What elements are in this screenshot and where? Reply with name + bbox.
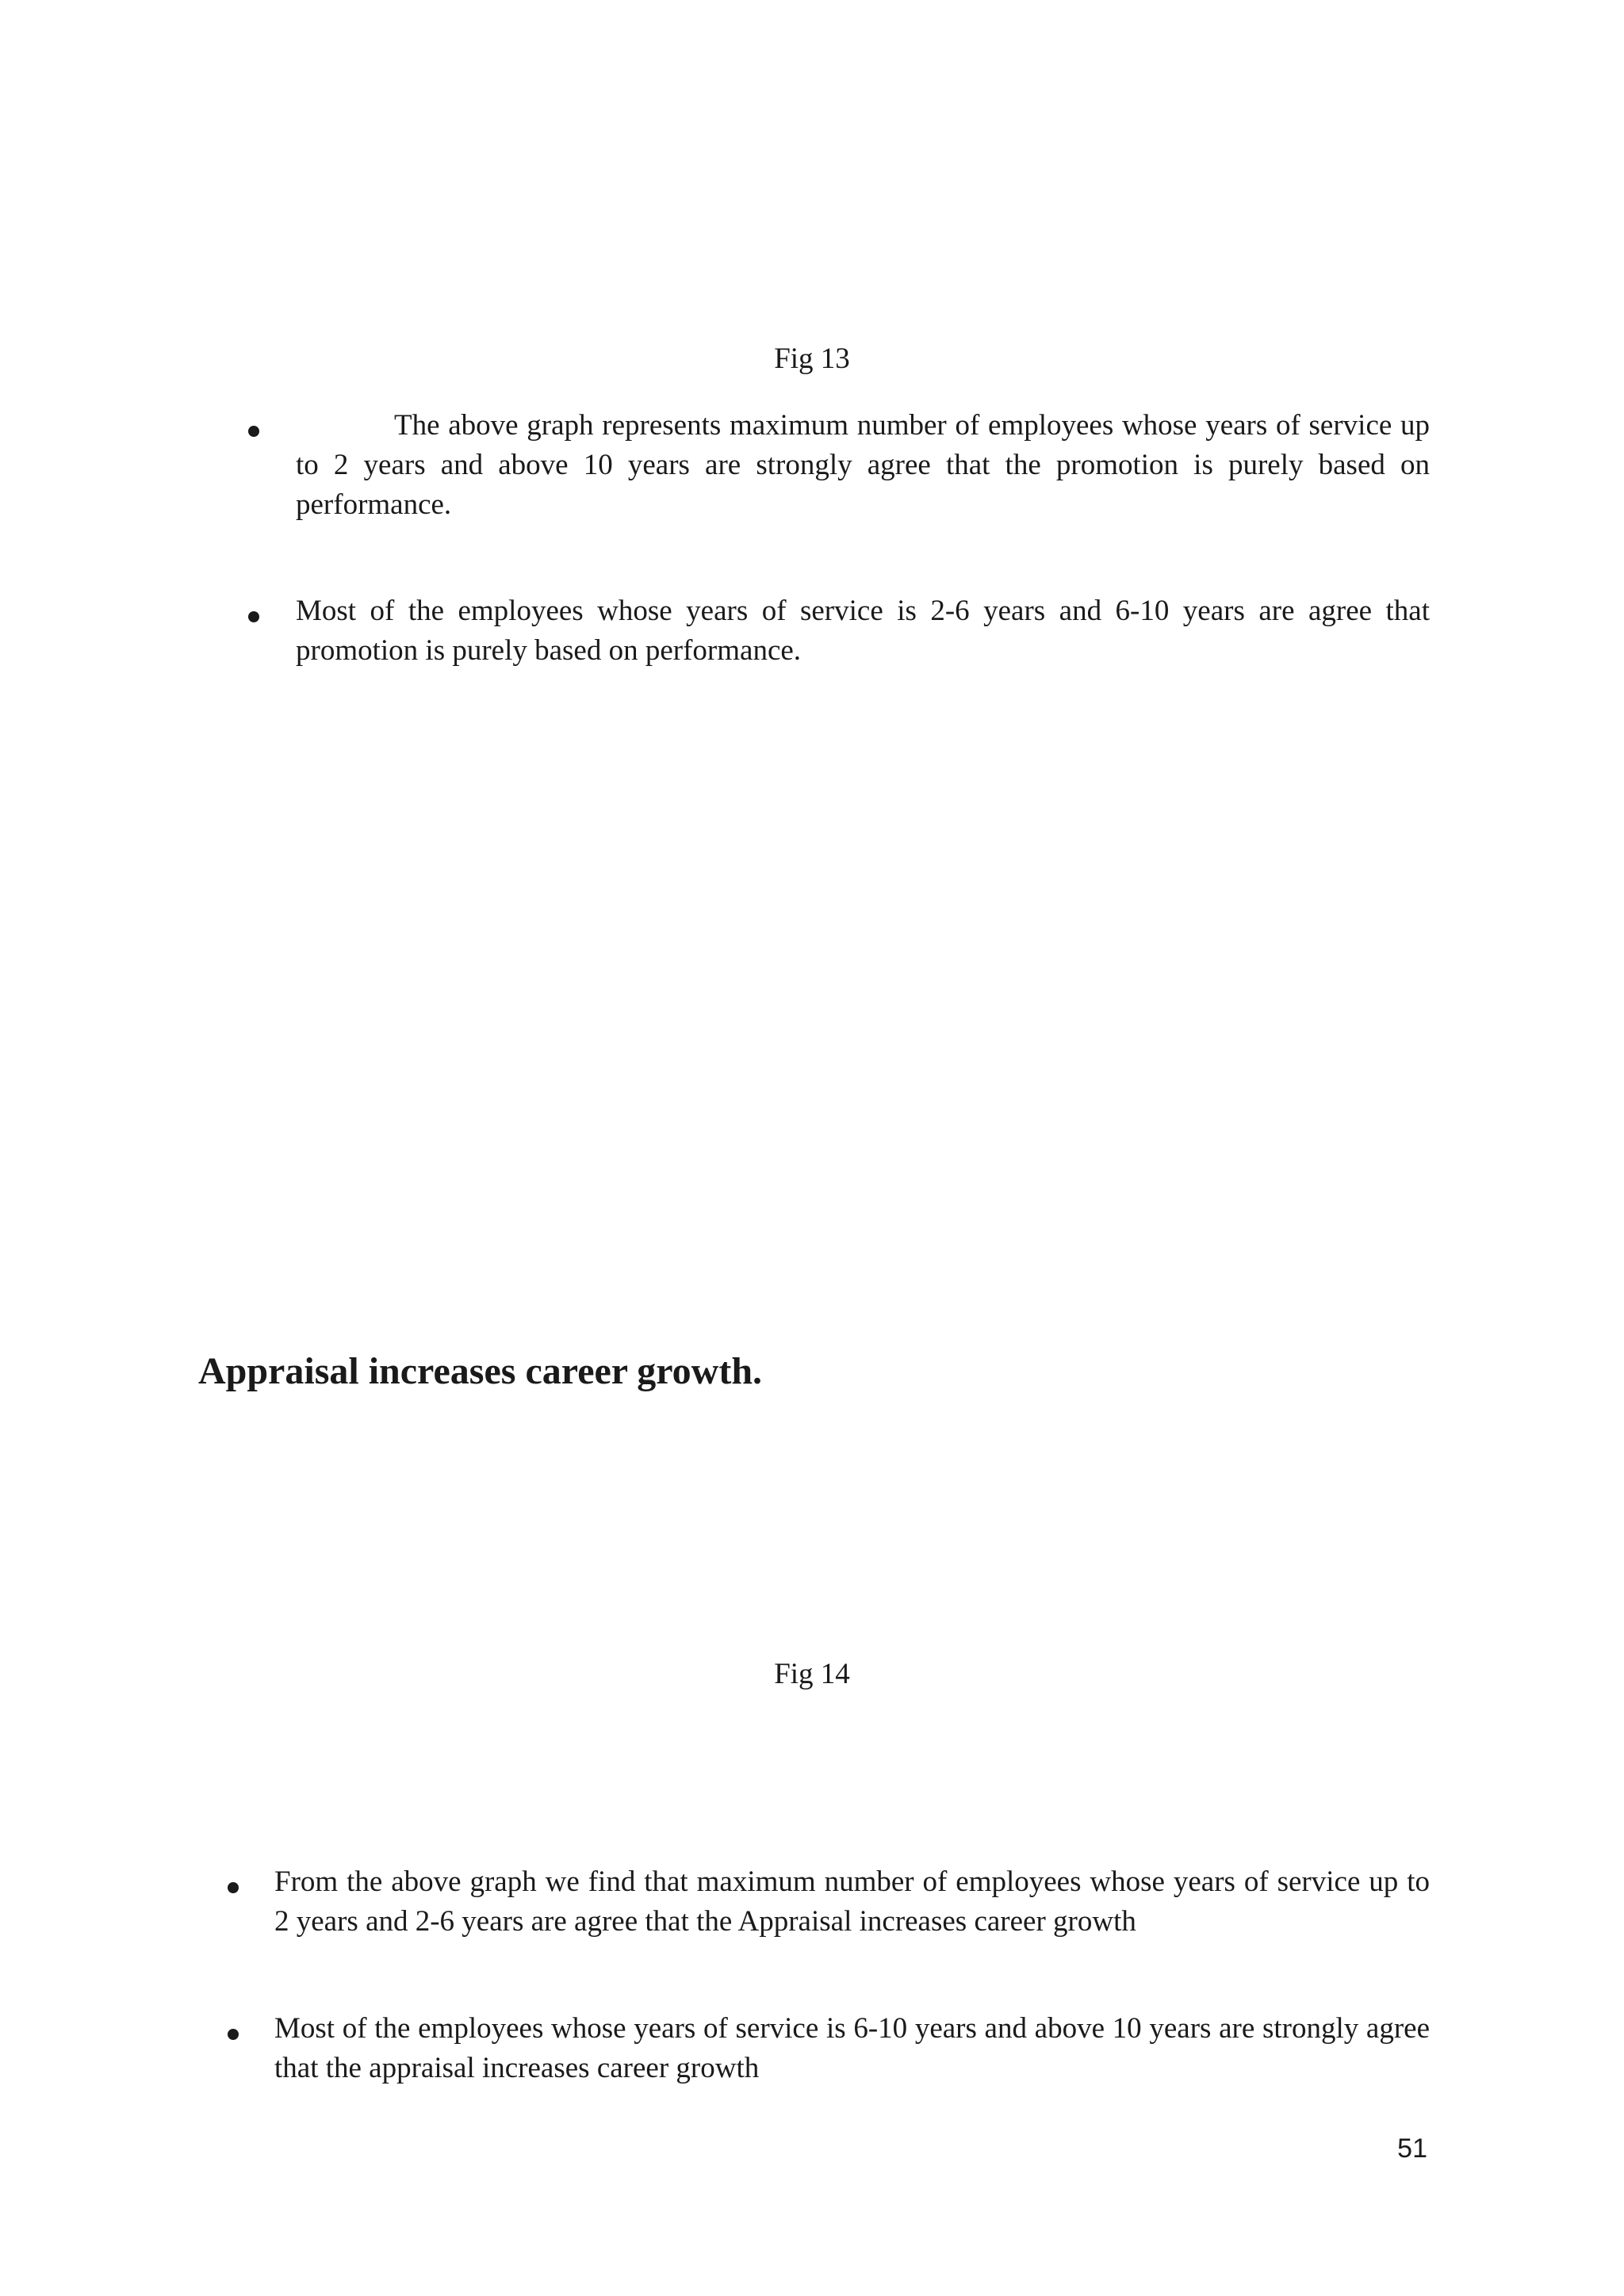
bullet-icon — [248, 426, 259, 437]
fig14-bullet-1-text: From the above graph we find that maximum number of employees whose years of service up to 2 years and 2-6 years are agree that the Appraisal increases career growth — [274, 1866, 1430, 1938]
fig13-caption: Fig 13 — [774, 342, 850, 375]
fig14-caption: Fig 14 — [774, 1658, 850, 1690]
fig13-bullet-2-text: Most of the employees whose years of service is 2-6 years and 6-10 years are agree that promotion is purely based on performance. — [296, 595, 1430, 667]
bullet-icon — [248, 611, 259, 622]
page-number: 51 — [1397, 2133, 1427, 2164]
fig13-bullet-1-text: The above graph represents maximum number of employees whose years of service up to 2 years and above 10 years are strongly agree that the promotion is purely based on performance. — [296, 409, 1430, 521]
bullet-icon — [228, 1882, 239, 1893]
bullet-icon — [228, 2029, 239, 2040]
section-heading: Appraisal increases career growth. — [198, 1350, 763, 1392]
fig14-bullet-2-text: Most of the employees whose years of service is 6-10 years and above 10 years are strongly agree that the appraisal increases career growth — [274, 2012, 1430, 2084]
